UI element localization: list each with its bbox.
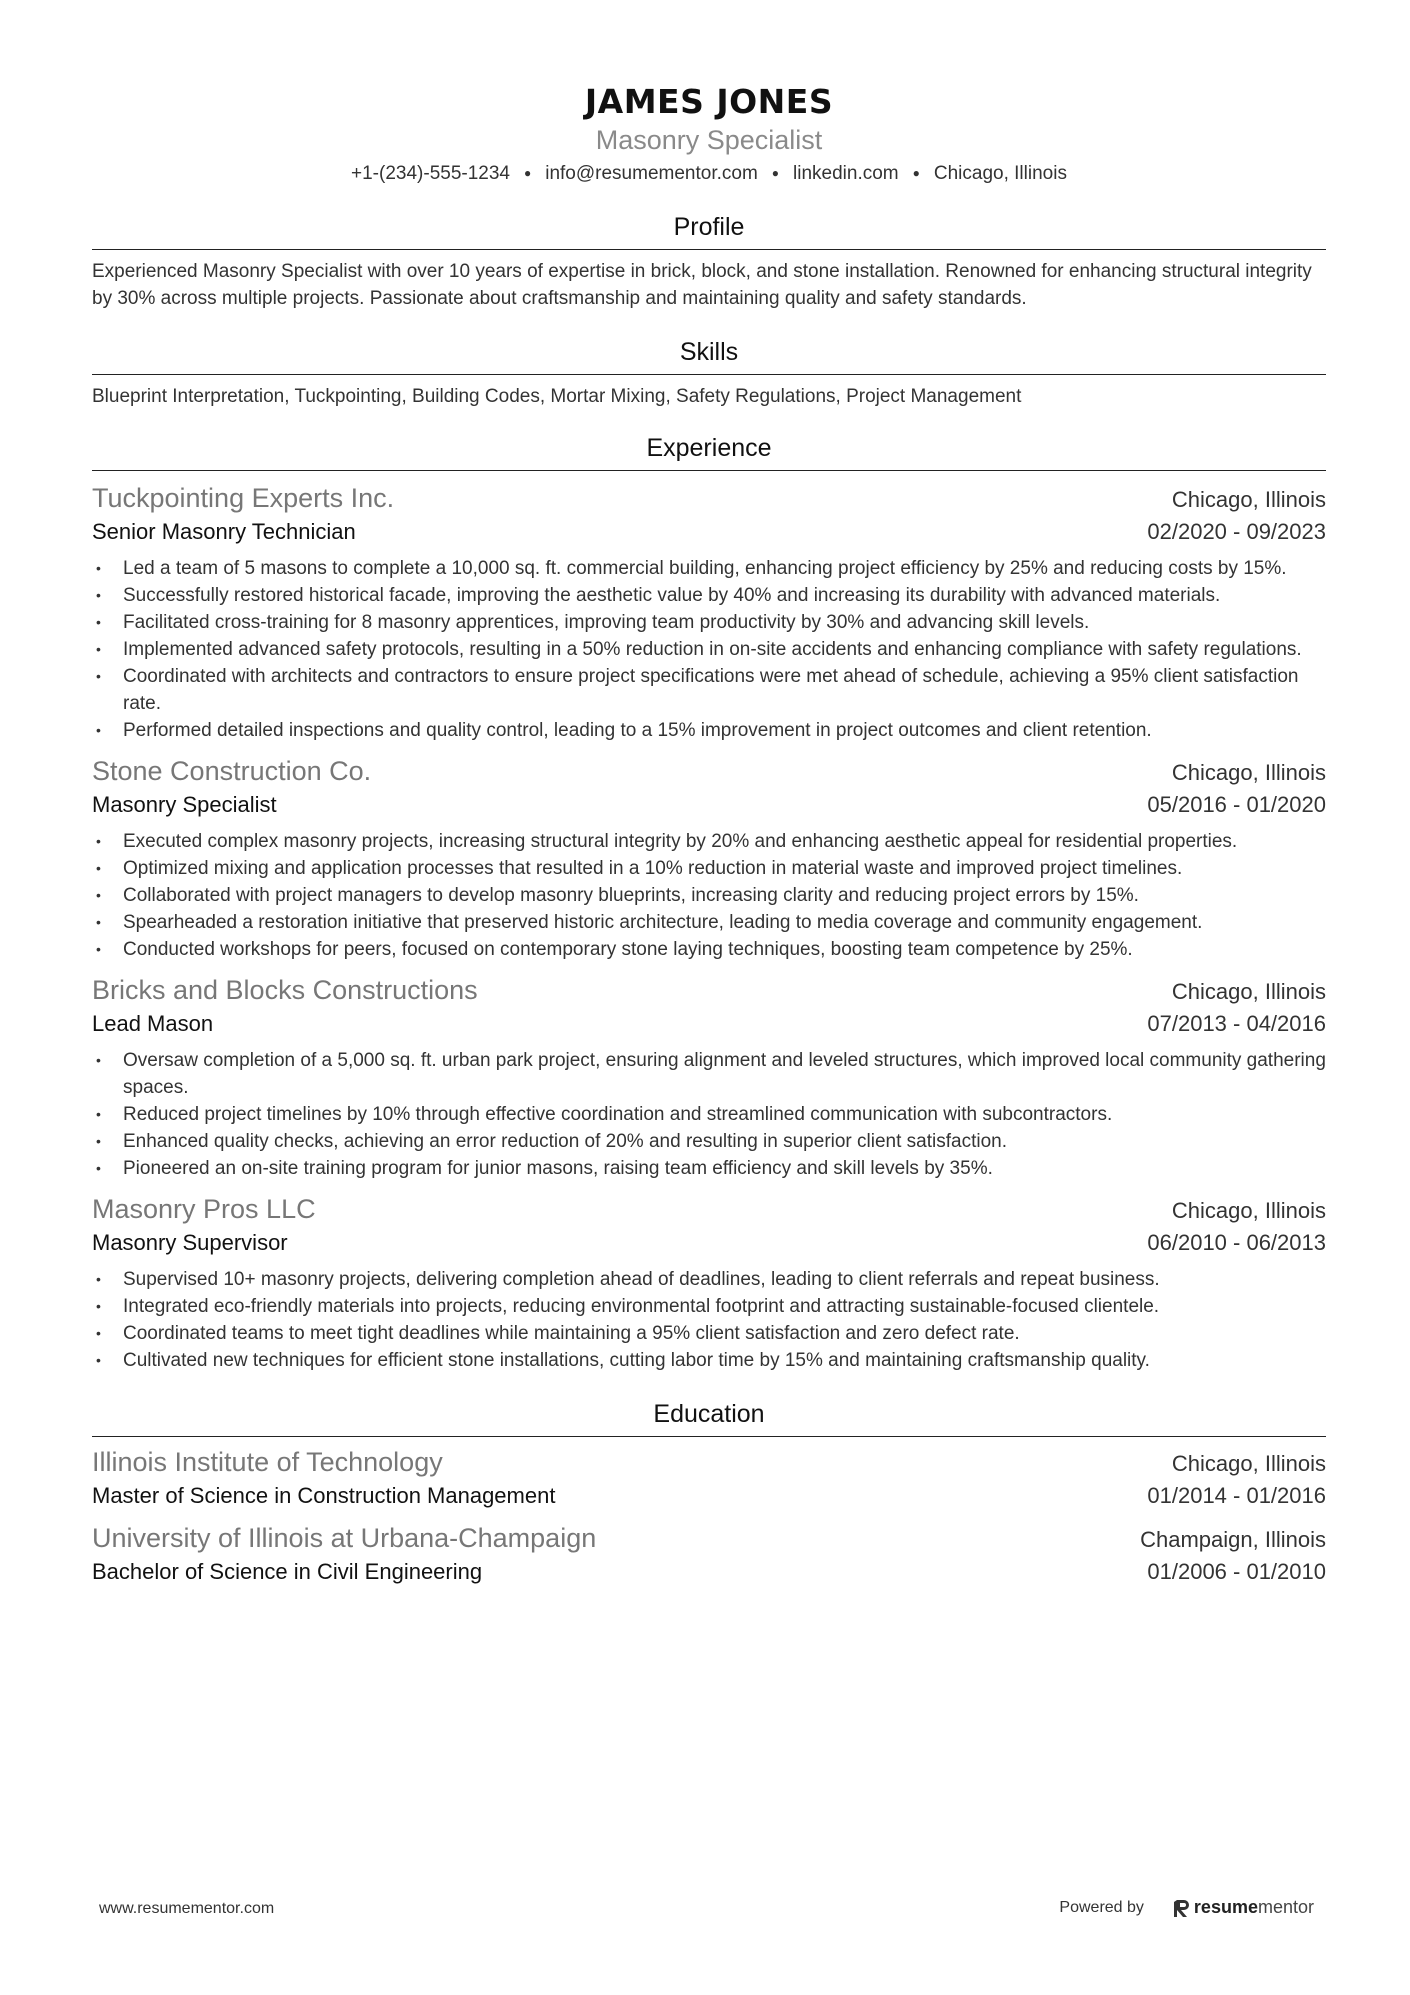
bullet-text: Supervised 10+ masonry projects, delivering completion ahead of deadlines, leading to client referrals and repeat business. bbox=[123, 1269, 1160, 1290]
bullet-icon: • bbox=[96, 833, 101, 849]
bullet-text: Spearheaded a restoration initiative that preserved historic architecture, leading to media coverage and community engagement. bbox=[123, 912, 1203, 933]
experience-entry bbox=[92, 1192, 1326, 1374]
list-item bbox=[92, 855, 1326, 882]
company-name: Tuckpointing Experts Inc. bbox=[92, 483, 395, 513]
brand-text-resume: resume bbox=[1193, 1897, 1258, 1917]
bullet-text: Led a team of 5 masons to complete a 10,000 sq. ft. commercial building, enhancing project efficiency by 25% and reducing costs by 15%. bbox=[123, 558, 1287, 579]
section-heading-experience: Experience bbox=[92, 432, 1326, 471]
list-item bbox=[92, 1155, 1326, 1182]
separator-dot-icon: ● bbox=[523, 166, 532, 180]
bullet-text: Coordinated teams to meet tight deadlines while maintaining a 95% client satisfaction and zero defect rate. bbox=[123, 1323, 1020, 1344]
bullet-text: Reduced project timelines by 10% through effective coordination and streamlined communication with subcontractors. bbox=[123, 1104, 1113, 1125]
job-location: Chicago, Illinois bbox=[1171, 1198, 1326, 1223]
bullet-text: Integrated eco-friendly materials into projects, reducing environmental footprint and attracting sustainable-focused clientele. bbox=[123, 1296, 1160, 1317]
list-item bbox=[92, 1266, 1326, 1293]
entry-degree-row bbox=[92, 1557, 1326, 1587]
bullet-icon: • bbox=[96, 1133, 101, 1149]
entry-header-row bbox=[92, 754, 1326, 790]
bullet-icon: • bbox=[96, 860, 101, 876]
bullet-icon: • bbox=[96, 641, 101, 657]
school-name: University of Illinois at Urbana-Champaign bbox=[92, 1523, 597, 1553]
entry-header-row bbox=[92, 1445, 1326, 1481]
job-location: Chicago, Illinois bbox=[1171, 487, 1326, 512]
job-location: Chicago, Illinois bbox=[1171, 979, 1326, 1004]
bullet-text: Collaborated with project managers to develop masonry blueprints, increasing clarity and reducing project errors by 15%. bbox=[123, 885, 1139, 906]
entry-header-row bbox=[92, 481, 1326, 517]
list-item bbox=[92, 1128, 1326, 1155]
school-location: Chicago, Illinois bbox=[1171, 1451, 1326, 1476]
bullet-text: Enhanced quality checks, achieving an error reduction of 20% and resulting in superior client satisfaction. bbox=[123, 1131, 1008, 1152]
contact-location: Chicago, Illinois bbox=[933, 163, 1067, 184]
experience-entry bbox=[92, 754, 1326, 963]
entry-role-row bbox=[92, 790, 1326, 820]
profile-text: Experienced Masonry Specialist with over 10 years of expertise in brick, block, and stone installation. Renowned for enhancing structural integrity by 30% across multiple projects. Passionate about craftsmanship and maintaining quality and safety standards. bbox=[92, 261, 1312, 309]
footer-website[interactable]: www.resumementor.com bbox=[99, 1900, 275, 1917]
job-dates: 07/2013 - 04/2016 bbox=[1147, 1011, 1326, 1036]
resume-page bbox=[92, 80, 1326, 1587]
section-heading-education: Education bbox=[92, 1398, 1326, 1437]
skills-text: Blueprint Interpretation, Tuckpointing, Building Codes, Mortar Mixing, Safety Regulations, Project Management bbox=[92, 386, 1022, 407]
list-item bbox=[92, 636, 1326, 663]
list-item bbox=[92, 1347, 1326, 1374]
bullet-icon: • bbox=[96, 1298, 101, 1314]
job-location: Chicago, Illinois bbox=[1171, 760, 1326, 785]
bullet-icon: • bbox=[96, 1352, 101, 1368]
bullet-icon: • bbox=[96, 941, 101, 957]
list-item bbox=[92, 555, 1326, 582]
candidate-title: Masonry Specialist bbox=[595, 125, 823, 155]
job-dates: 05/2016 - 01/2020 bbox=[1147, 792, 1326, 817]
list-item bbox=[92, 1047, 1326, 1101]
separator-dot-icon: ● bbox=[912, 166, 920, 180]
entry-header-row bbox=[92, 973, 1326, 1009]
list-item bbox=[92, 717, 1326, 744]
footer-branding bbox=[1059, 1897, 1314, 1918]
resumementor-logo[interactable] bbox=[1174, 1897, 1314, 1918]
bullet-icon: • bbox=[96, 1325, 101, 1341]
list-item bbox=[92, 828, 1326, 855]
list-item bbox=[92, 1293, 1326, 1320]
list-item bbox=[92, 663, 1326, 717]
entry-role-row bbox=[92, 517, 1326, 547]
experience-list bbox=[92, 481, 1326, 1374]
bullet-text: Optimized mixing and application processes that resulted in a 10% reduction in material waste and improved project timelines. bbox=[123, 858, 1183, 879]
bullet-text: Implemented advanced safety protocols, resulting in a 50% reduction in on-site accidents and enhancing compliance with safety regulations. bbox=[123, 639, 1302, 660]
contact-email[interactable]: info@resumementor.com bbox=[545, 163, 758, 184]
bullet-icon: • bbox=[96, 1160, 101, 1176]
list-item bbox=[92, 1101, 1326, 1128]
profile-section bbox=[92, 211, 1326, 312]
company-name: Stone Construction Co. bbox=[92, 756, 372, 786]
job-role: Masonry Specialist bbox=[92, 792, 277, 817]
company-name: Bricks and Blocks Constructions bbox=[92, 975, 478, 1005]
list-item bbox=[92, 582, 1326, 609]
list-item bbox=[92, 909, 1326, 936]
experience-entry bbox=[92, 973, 1326, 1182]
list-item bbox=[92, 1320, 1326, 1347]
entry-header-row bbox=[92, 1521, 1326, 1557]
list-item bbox=[92, 936, 1326, 963]
bullet-icon: • bbox=[96, 614, 101, 630]
bullet-icon: • bbox=[96, 887, 101, 903]
bullet-icon: • bbox=[96, 668, 101, 684]
experience-section bbox=[92, 432, 1326, 1374]
education-entry bbox=[92, 1521, 1326, 1587]
job-role: Lead Mason bbox=[92, 1011, 214, 1036]
job-dates: 02/2020 - 09/2023 bbox=[1147, 519, 1326, 544]
job-role: Senior Masonry Technician bbox=[92, 519, 356, 544]
bullet-icon: • bbox=[96, 1052, 101, 1068]
bullet-icon: • bbox=[96, 914, 101, 930]
school-name: Illinois Institute of Technology bbox=[92, 1447, 443, 1477]
bullet-text: Cultivated new techniques for efficient stone installations, cutting labor time by 15% and maintaining craftsmanship quality. bbox=[123, 1350, 1150, 1371]
bullet-list bbox=[92, 555, 1326, 744]
job-role: Masonry Supervisor bbox=[92, 1230, 288, 1255]
bullet-list bbox=[92, 1266, 1326, 1374]
bullet-text: Facilitated cross-training for 8 masonry apprentices, improving team productivity by 30% and advancing skill levels. bbox=[123, 612, 1090, 633]
entry-role-row bbox=[92, 1228, 1326, 1258]
resumementor-logo-icon bbox=[1174, 1898, 1190, 1918]
contact-linkedin[interactable]: linkedin.com bbox=[793, 163, 899, 184]
education-list bbox=[92, 1445, 1326, 1587]
bullet-icon: • bbox=[96, 1106, 101, 1122]
candidate-name: JAMES JONES bbox=[584, 82, 834, 121]
degree-name: Bachelor of Science in Civil Engineering bbox=[92, 1559, 483, 1584]
bullet-text: Conducted workshops for peers, focused on contemporary stone laying techniques, boosting team competence by 25%. bbox=[123, 939, 1133, 960]
bullet-icon: • bbox=[96, 587, 101, 603]
entry-role-row bbox=[92, 1009, 1326, 1039]
education-entry bbox=[92, 1445, 1326, 1511]
bullet-text: Coordinated with architects and contractors to ensure project specifications were met ahead of schedule, achieving a 95% client satisfaction rate. bbox=[123, 666, 1299, 714]
section-heading-skills: Skills bbox=[92, 336, 1326, 375]
section-heading-profile: Profile bbox=[92, 211, 1326, 250]
skills-section bbox=[92, 336, 1326, 410]
school-location: Champaign, Illinois bbox=[1140, 1527, 1326, 1552]
list-item bbox=[92, 609, 1326, 636]
list-item bbox=[92, 882, 1326, 909]
experience-entry bbox=[92, 481, 1326, 744]
bullet-list bbox=[92, 828, 1326, 963]
contact-phone: +1-(234)-555-1234 bbox=[351, 163, 510, 184]
education-dates: 01/2006 - 01/2010 bbox=[1147, 1559, 1326, 1584]
separator-dot-icon: ● bbox=[771, 166, 780, 180]
education-dates: 01/2014 - 01/2016 bbox=[1147, 1483, 1326, 1508]
bullet-icon: • bbox=[96, 1271, 101, 1287]
bullet-text: Pioneered an on-site training program for junior masons, raising team efficiency and skill levels by 35%. bbox=[123, 1158, 993, 1179]
powered-by-label: Powered by bbox=[1059, 1898, 1144, 1916]
entry-header-row bbox=[92, 1192, 1326, 1228]
bullet-text: Successfully restored historical facade, improving the aesthetic value by 40% and increasing its durability with advanced materials. bbox=[123, 585, 1221, 606]
entry-degree-row bbox=[92, 1481, 1326, 1511]
brand-text-mentor: mentor bbox=[1257, 1897, 1314, 1917]
bullet-list bbox=[92, 1047, 1326, 1182]
bullet-text: Oversaw completion of a 5,000 sq. ft. urban park project, ensuring alignment and leveled structures, which improved local community gathering spaces. bbox=[123, 1050, 1326, 1098]
bullet-icon: • bbox=[96, 560, 101, 576]
degree-name: Master of Science in Construction Management bbox=[92, 1483, 556, 1508]
bullet-text: Executed complex masonry projects, increasing structural integrity by 20% and enhancing aesthetic appeal for residential properties. bbox=[123, 831, 1238, 852]
contact-line bbox=[92, 160, 1326, 187]
education-section bbox=[92, 1398, 1326, 1587]
company-name: Masonry Pros LLC bbox=[92, 1194, 316, 1224]
bullet-text: Performed detailed inspections and quality control, leading to a 15% improvement in project outcomes and client retention. bbox=[123, 720, 1152, 741]
job-dates: 06/2010 - 06/2013 bbox=[1147, 1230, 1326, 1255]
bullet-icon: • bbox=[96, 722, 101, 738]
